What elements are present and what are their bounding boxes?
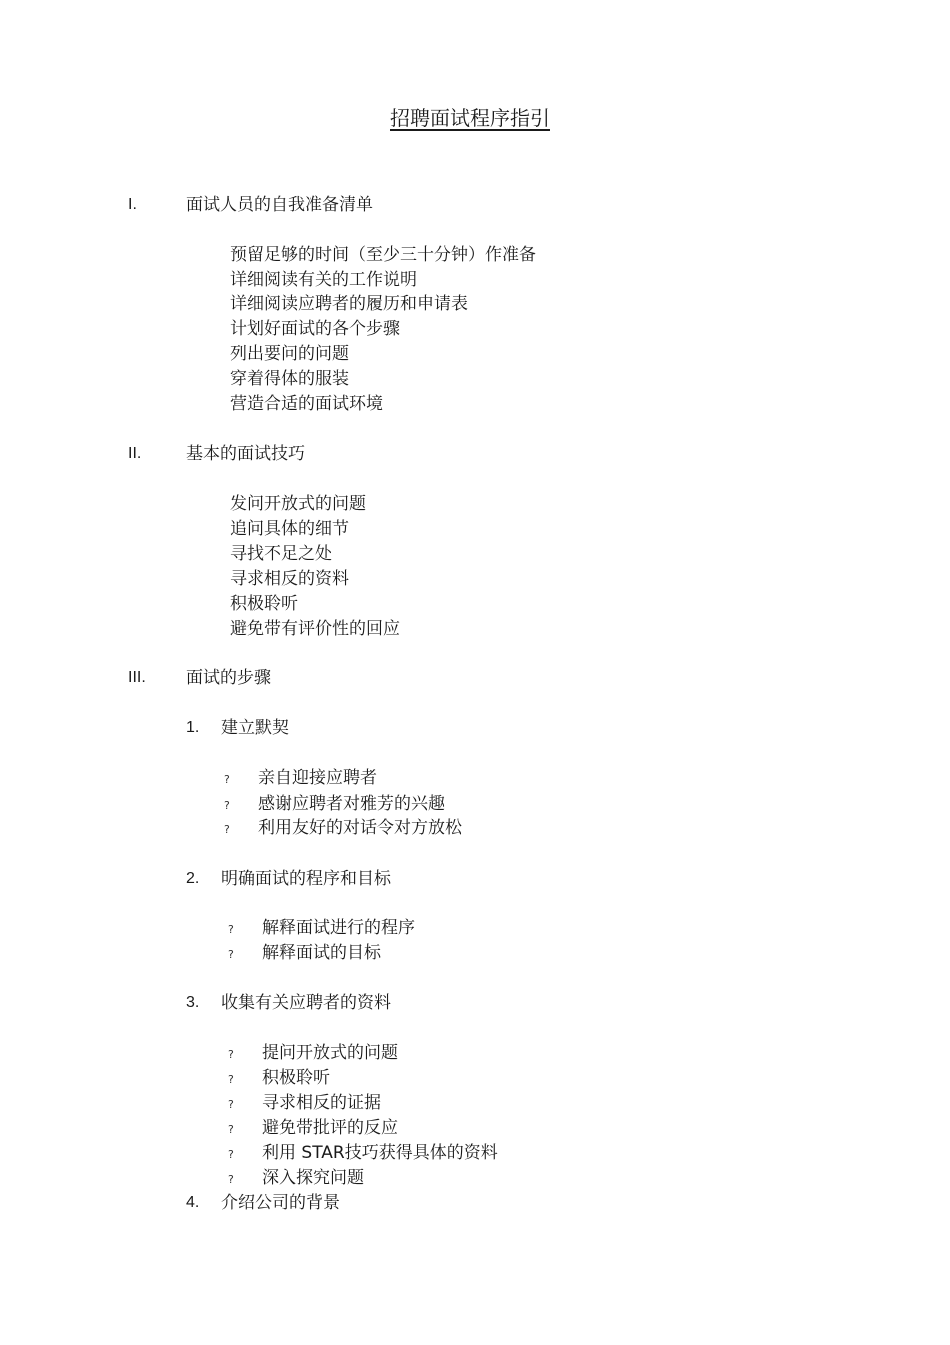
list-item: 详细阅读有关的工作说明	[230, 270, 417, 290]
step-label: 介绍公司的背景	[221, 1193, 340, 1213]
step-label: 收集有关应聘者的资料	[221, 993, 391, 1013]
bullet-marker: ?	[228, 1073, 234, 1086]
list-item: 积极聆听	[230, 594, 298, 614]
bullet-text: 利用 STAR技巧获得具体的资料	[262, 1143, 498, 1163]
step-number: 1.	[186, 719, 200, 736]
bullet-marker: ?	[228, 1048, 234, 1061]
bullet-text: 避免带批评的反应	[262, 1118, 398, 1138]
section-numeral: II.	[128, 445, 142, 462]
section-heading: 面试人员的自我准备清单	[186, 195, 373, 215]
bullet-text: 亲自迎接应聘者	[258, 768, 377, 788]
bullet-marker: ?	[224, 823, 230, 836]
bullet-marker: ?	[228, 948, 234, 961]
list-item: 预留足够的时间（至少三十分钟）作准备	[230, 245, 536, 265]
list-item: 发问开放式的问题	[230, 494, 366, 514]
bullet-marker: ?	[228, 923, 234, 936]
step-number: 4.	[186, 1194, 200, 1211]
step-label: 明确面试的程序和目标	[221, 869, 391, 889]
list-item: 寻找不足之处	[230, 544, 332, 564]
list-item: 追问具体的细节	[230, 519, 349, 539]
list-item: 详细阅读应聘者的履历和申请表	[230, 294, 468, 314]
bullet-text: 深入探究问题	[262, 1168, 364, 1188]
bullet-text: 积极聆听	[262, 1068, 330, 1088]
step-number: 3.	[186, 994, 200, 1011]
list-item: 避免带有评价性的回应	[230, 619, 400, 639]
bullet-marker: ?	[224, 799, 230, 812]
section-heading: 面试的步骤	[186, 668, 271, 688]
bullet-text: 解释面试进行的程序	[262, 918, 415, 938]
section-numeral: I.	[128, 196, 137, 213]
list-item: 营造合适的面试环境	[230, 394, 383, 414]
bullet-marker: ?	[228, 1173, 234, 1186]
bullet-marker: ?	[228, 1148, 234, 1161]
document-title: 招聘面试程序指引	[390, 106, 550, 130]
bullet-marker: ?	[228, 1098, 234, 1111]
step-label: 建立默契	[221, 718, 289, 738]
section-heading: 基本的面试技巧	[186, 444, 305, 464]
list-item: 寻求相反的资料	[230, 569, 349, 589]
list-item: 计划好面试的各个步骤	[230, 319, 400, 339]
bullet-marker: ?	[224, 773, 230, 786]
step-number: 2.	[186, 870, 200, 887]
bullet-text: 寻求相反的证据	[262, 1093, 381, 1113]
list-item: 列出要问的问题	[230, 344, 349, 364]
bullet-marker: ?	[228, 1123, 234, 1136]
list-item: 穿着得体的服装	[230, 369, 349, 389]
section-numeral: III.	[128, 669, 146, 686]
bullet-text: 感谢应聘者对雅芳的兴趣	[258, 794, 445, 814]
bullet-text: 利用友好的对话令对方放松	[258, 818, 462, 838]
bullet-text: 解释面试的目标	[262, 943, 381, 963]
bullet-text: 提问开放式的问题	[262, 1043, 398, 1063]
